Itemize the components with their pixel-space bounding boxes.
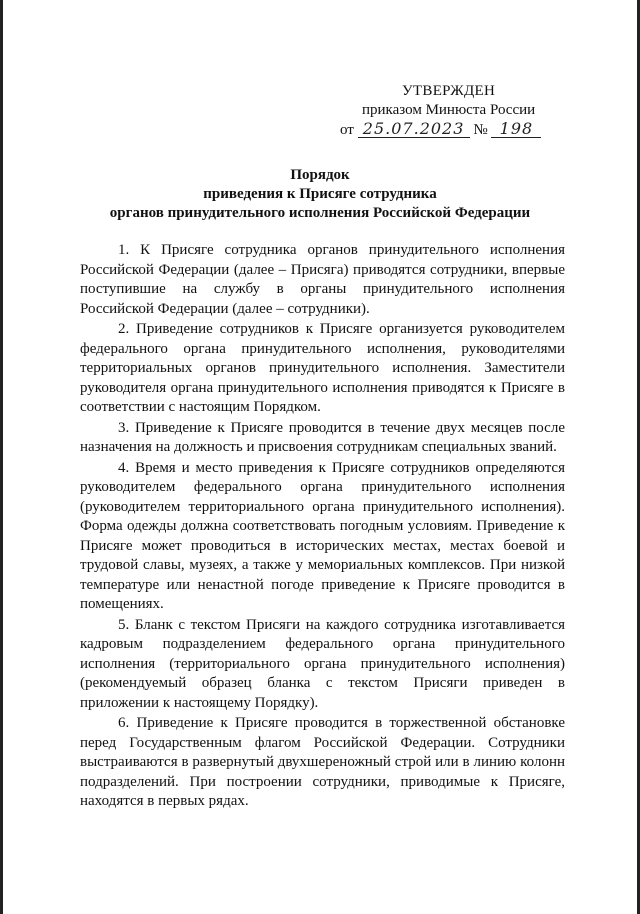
document-heading [60,166,580,223]
handwritten-date: 25.07.2023 [358,120,470,138]
paragraph-3: 3. Приведение к Присяге проводится в течение двух месяцев после назначения на должность и присвоения сотрудникам специальных званий. [80,419,565,455]
approval-stamp-block [340,82,580,140]
paragraph-1: 1. К Присяге сотрудника органов принудительного исполнения Российской Федерации (далее – Присяга) приводятся сотрудники, впервые поступившие на службу в органы принудительного исполнения Российской Федерации (далее – сотрудники). [80,242,565,317]
paragraph-5: 5. Бланк с текстом Присяги на каждого сотрудника изготавливается кадровым подразделением федерального органа принудительного исполнения (территориального органа принудительного исполнения) (рекомендуемый образец бланка с текстом Присяги приведен в приложении к настоящему Порядку). [80,616,565,711]
approval-title: УТВЕРЖДЕН [402,83,496,99]
heading-line-2: приведения к Присяге сотрудника [203,186,437,202]
paragraph-2: 2. Приведение сотрудников к Присяге организуется руководителем федерального органа принудительного исполнения, руководителями территориальных органов принудительного исполнения. Заместители руководителя органа принудительного исполнения приводятся к Присяге в соответствии с настоящим Порядком. [80,321,565,415]
approval-order-line: приказом Минюста России [362,102,536,118]
handwritten-number: 198 [491,120,541,138]
heading-line-3: органов принудительного исполнения Российской Федерации [109,205,531,221]
number-symbol: № [473,122,488,138]
heading-line-1: Порядок [290,167,350,183]
paragraph-4: 4. Время и место приведения к Присяге сотрудников определяются руководителем федерального органа принудительного исполнения (руководителем территориального органа принудительного исполнения). Форма одежды должна соответствовать погодным условиям. Приведение к Присяге может проводиться в исторических местах, местах боевой и трудовой славы, музеях, а также у мемориальных комплексов. При низкой температуре или ненастной погоде приведение к Присяге проводится в помещениях. [80,459,565,612]
date-prefix: от [340,122,354,138]
approval-date-line [340,120,580,140]
paragraph-6: 6. Приведение к Присяге проводится в торжественной обстановке перед Государственным флагом Российской Федерации. Сотрудники выстраиваются в развернутый двухшереножный строй или в линию колонн подразделений. При построении сотрудники, приводимые к Присяге, находятся в первых рядах. [80,715,565,809]
scan-left-edge [0,0,3,914]
document-body [80,241,565,813]
